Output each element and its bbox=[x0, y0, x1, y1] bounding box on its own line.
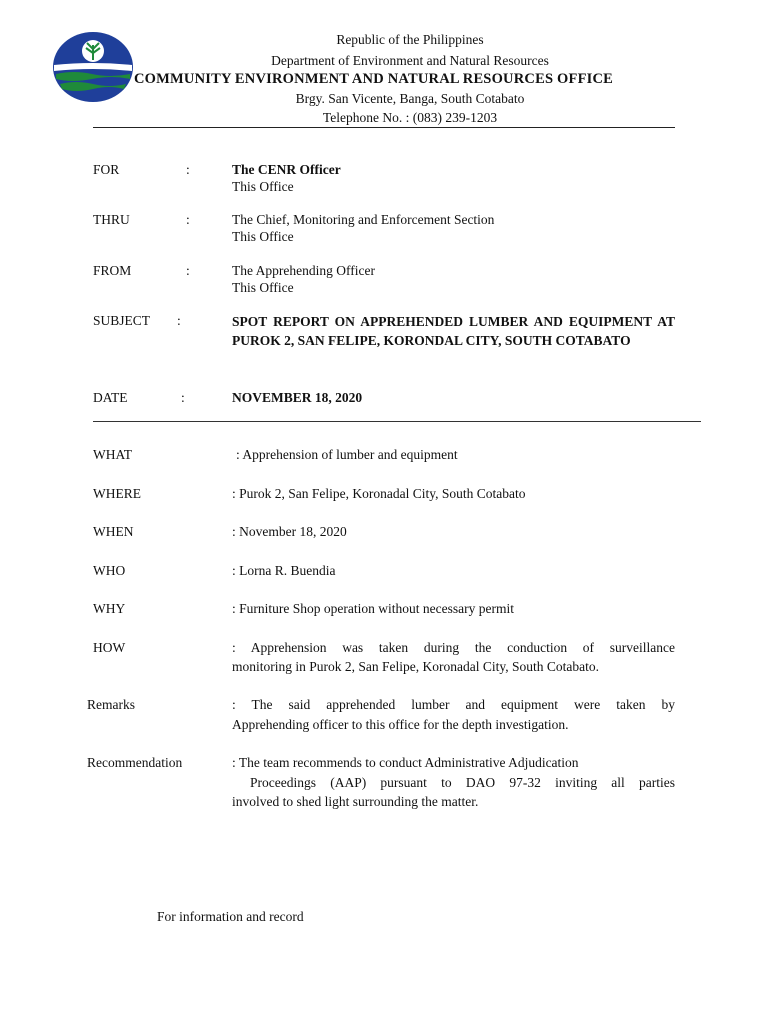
subject-text: SPOT REPORT ON APPREHENDED LUMBER AND EQUIPMENT AT PUROK 2, SAN FELIPE, KORONDAL CITY, SOUTH COTABATO bbox=[232, 314, 675, 348]
from-colon: : bbox=[186, 263, 190, 278]
letterhead-address: Brgy. San Vicente, Banga, South Cotabato bbox=[295, 91, 525, 106]
closing-line: For information and record bbox=[157, 909, 304, 924]
who-value: : Lorna R. Buendia bbox=[232, 563, 336, 578]
for-colon: : bbox=[186, 162, 190, 177]
remarks-label: Remarks bbox=[87, 697, 135, 712]
recommendation-value-line2: Proceedings (AAP) pursuant to DAO 97-32 inviting all parties bbox=[250, 775, 675, 790]
letterhead-office: COMMUNITY ENVIRONMENT AND NATURAL RESOURCES OFFICE bbox=[134, 71, 614, 87]
letterhead-republic: Republic of the Philippines bbox=[336, 32, 484, 47]
letterhead-department: Department of Environment and Natural Resources bbox=[271, 53, 549, 68]
where-label: WHERE bbox=[93, 486, 141, 501]
from-label: FROM bbox=[93, 263, 132, 278]
for-office: This Office bbox=[232, 179, 294, 194]
letterhead-telephone: Telephone No. : (083) 239-1203 bbox=[322, 110, 498, 125]
for-label: FOR bbox=[93, 162, 120, 177]
subject-colon: : bbox=[177, 313, 181, 328]
date-colon: : bbox=[181, 390, 185, 405]
remarks-value-line1: : The said apprehended lumber and equipment were taken by bbox=[232, 697, 675, 712]
date-value: NOVEMBER 18, 2020 bbox=[232, 390, 363, 405]
recommendation-value-line3: involved to shed light surrounding the matter. bbox=[232, 794, 479, 809]
recommendation-label: Recommendation bbox=[87, 755, 183, 770]
from-sender: The Apprehending Officer bbox=[232, 263, 375, 278]
thru-office: This Office bbox=[232, 229, 294, 244]
remarks-value-line2: Apprehending officer to this office for the depth investigation. bbox=[232, 717, 569, 732]
denr-logo bbox=[52, 31, 134, 103]
header-divider bbox=[93, 127, 675, 128]
subject-label: SUBJECT bbox=[93, 313, 151, 328]
for-recipient: The CENR Officer bbox=[232, 162, 341, 177]
from-office: This Office bbox=[232, 280, 294, 295]
where-value: : Purok 2, San Felipe, Koronadal City, South Cotabato bbox=[232, 486, 526, 501]
thru-recipient: The Chief, Monitoring and Enforcement Section bbox=[232, 212, 495, 227]
recommendation-value-line1: : The team recommends to conduct Administrative Adjudication bbox=[232, 755, 579, 770]
how-value-line2: monitoring in Purok 2, San Felipe, Koronadal City, South Cotabato. bbox=[232, 659, 599, 674]
memo-divider bbox=[93, 421, 701, 422]
when-value: : November 18, 2020 bbox=[232, 524, 347, 539]
when-label: WHEN bbox=[93, 524, 134, 539]
date-label: DATE bbox=[93, 390, 128, 405]
who-label: WHO bbox=[93, 563, 126, 578]
why-label: WHY bbox=[93, 601, 126, 616]
thru-label: THRU bbox=[93, 212, 130, 227]
what-label: WHAT bbox=[93, 447, 132, 462]
how-value-line1: : Apprehension was taken during the conduction of surveillance bbox=[232, 640, 675, 655]
how-label: HOW bbox=[93, 640, 126, 655]
thru-colon: : bbox=[186, 212, 190, 227]
what-value: : Apprehension of lumber and equipment bbox=[236, 447, 458, 462]
why-value: : Furniture Shop operation without necessary permit bbox=[232, 601, 514, 616]
